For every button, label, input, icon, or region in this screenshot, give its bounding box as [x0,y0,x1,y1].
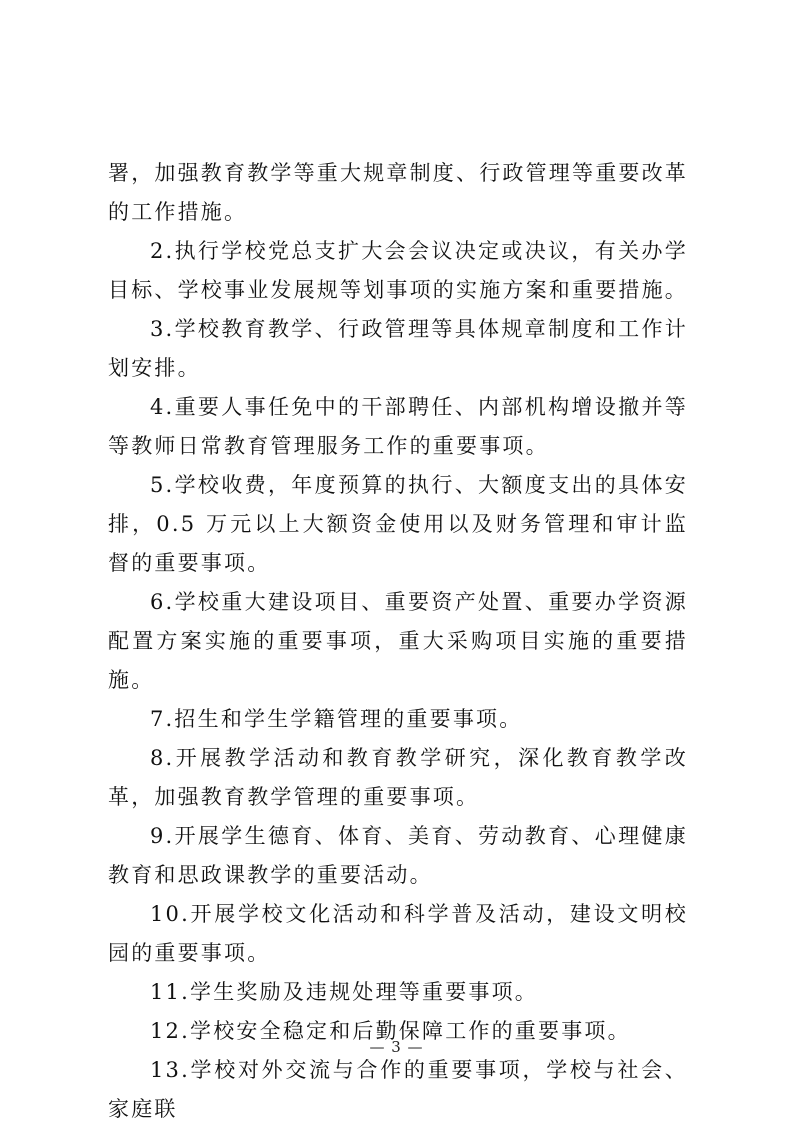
paragraph-11: 11.学生奖励及违规处理等重要事项。 [150,980,538,1004]
paragraph-10: 10.开展学校文化活动和科学普及活动，建设文明校园的重要事项。 [108,902,688,965]
paragraph-4: 4.重要人事任免中的干部聘任、内部机构增设撤并等等教师日常教育管理服务工作的重要事项。 [108,395,688,458]
paragraph-1: 署，加强教育教学等重大规章制度、行政管理等重要改革的工作措施。 [108,161,688,224]
paragraph-13: 13.学校对外交流与合作的重要事项，学校与社会、家庭联 [108,1058,688,1121]
paragraph-8: 8.开展教学活动和教育教学研究，深化教育教学改革，加强教育教学管理的重要事项。 [108,746,688,809]
document-body [108,154,688,1129]
paragraph-7: 7.招生和学生学籍管理的重要事项。 [150,707,523,731]
paragraph-3: 3.学校教育教学、行政管理等具体规章制度和工作计划安排。 [108,317,688,380]
page-number: — 3 — [369,1038,424,1056]
paragraph-5: 5.学校收费，年度预算的执行、大额度支出的具体安排，0.5 万元以上大额资金使用以及财务管理和审计监督的重要事项。 [108,473,688,575]
paragraph-6: 6.学校重大建设项目、重要资产处置、重要办学资源配置方案实施的重要事项，重大采购项目实施的重要措施。 [108,590,688,692]
paragraph-12: 12.学校安全稳定和后勤保障工作的重要事项。 [150,1019,631,1043]
paragraph-2: 2.执行学校党总支扩大会会议决定或决议，有关办学目标、学校事业发展规等划事项的实施方案和重要措施。 [108,239,688,302]
paragraph-9: 9.开展学生德育、体育、美育、劳动教育、心理健康教育和思政课教学的重要活动。 [108,824,688,887]
